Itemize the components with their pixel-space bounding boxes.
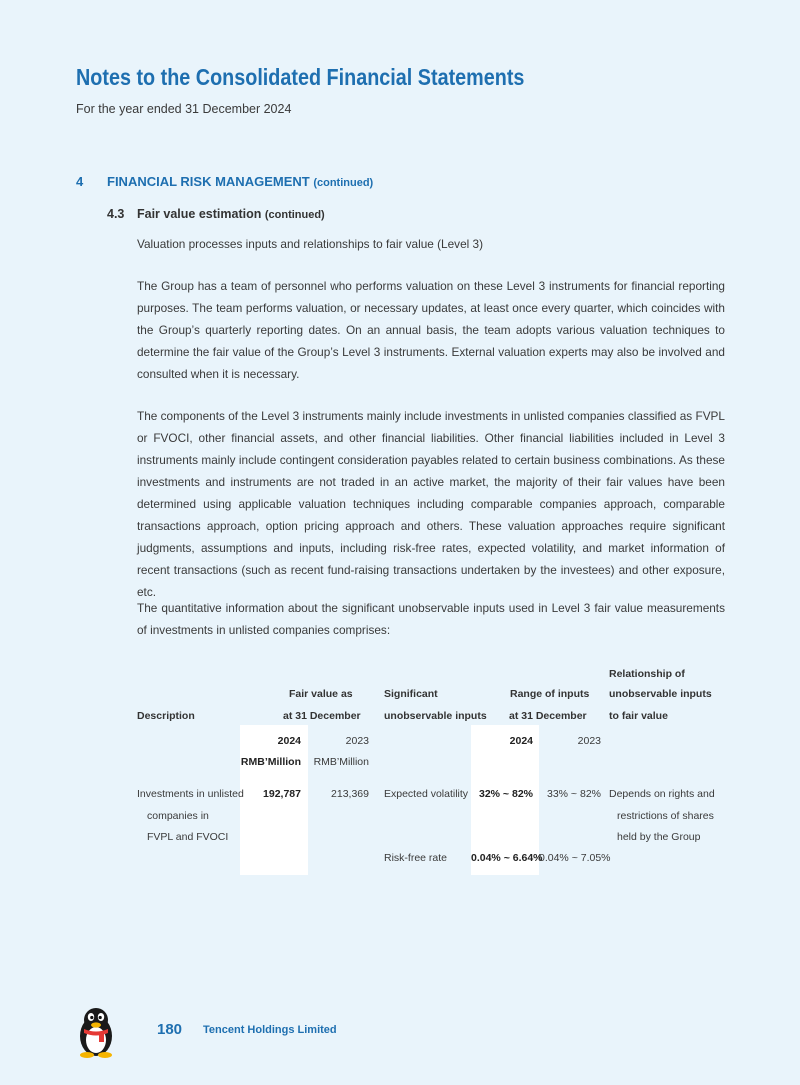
year-fv-2023: 2023	[345, 735, 369, 747]
page-title: Notes to the Consolidated Financial Statements	[76, 64, 525, 90]
subsection-number: 4.3	[107, 207, 125, 221]
cell-range-2024-risk-free: 0.04% ~ 6.64%	[471, 852, 543, 864]
header-significant-2: unobservable inputs	[384, 710, 487, 722]
cell-fv-2023: 213,369	[331, 788, 369, 800]
company-name: Tencent Holdings Limited	[203, 1024, 337, 1036]
header-significant-1: Significant	[384, 688, 438, 700]
page-subtitle: For the year ended 31 December 2024	[76, 102, 292, 116]
header-relationship-3: to fair value	[609, 710, 668, 722]
subsection-title	[137, 207, 325, 221]
header-fair-value-2: at 31 December	[283, 710, 361, 722]
header-fair-value-1: Fair value as	[289, 688, 353, 700]
cell-range-2023-risk-free: 0.04% ~ 7.05%	[539, 852, 611, 864]
row-description-2: companies in	[147, 810, 209, 822]
cell-relationship-3: held by the Group	[617, 831, 701, 843]
row-description-1: Investments in unlisted	[137, 788, 244, 800]
header-range-2: at 31 December	[509, 710, 587, 722]
penguin-icon	[74, 1006, 118, 1058]
paragraph: The components of the Level 3 instruments mainly include investments in unlisted companies classified as FVPL or FVOCI, other financial assets, and other financial liabilities. Other financial liabilities included in Level 3 instruments mainly include contingent consideration payables related to certain business combinations. As these investments and instruments are not traded in an active market, the majority of their fair values have been determined using applicable valuation techniques including comparable companies approach, comparable transactions approach, option pricing approach and others. These valuation approaches require significant judgments, assumptions and inputs, including risk-free rates, expected volatility, and market information of recent transactions (such as recent fund-raising transactions undertaken by the investees) and other exposure, etc.	[137, 409, 725, 599]
header-relationship-2: unobservable inputs	[609, 688, 712, 700]
year-range-2023: 2023	[577, 735, 601, 747]
year-range-2024: 2024	[509, 735, 533, 747]
unit-fv-2024: RMB’Million	[240, 756, 301, 768]
paragraph: Valuation processes inputs and relationships to fair value (Level 3)	[137, 237, 484, 251]
cell-fv-2024: 192,787	[263, 788, 301, 800]
subsection-continued: (continued)	[264, 209, 325, 221]
cell-range-2024-volatility: 32% ~ 82%	[479, 788, 533, 800]
section-continued: (continued)	[313, 177, 374, 189]
cell-range-2023-volatility: 33% ~ 82%	[547, 788, 601, 800]
cell-relationship-1: Depends on rights and	[609, 788, 715, 800]
section-number: 4	[76, 174, 84, 189]
header-range-1: Range of inputs	[510, 688, 590, 700]
paragraph: The quantitative information about the significant unobservable inputs used in Level 3 fair value measurements of investments in unlisted companies comprises:	[137, 601, 725, 637]
section-title-text: FINANCIAL RISK MANAGEMENT	[107, 174, 310, 189]
page-number: 180	[157, 1021, 183, 1038]
fair-value-table	[137, 660, 727, 875]
cell-input-risk-free: Risk-free rate	[384, 852, 448, 864]
cell-input-volatility: Expected volatility	[384, 788, 469, 800]
row-description-3: FVPL and FVOCI	[147, 831, 229, 843]
subsection-title-text: Fair value estimation	[137, 207, 262, 221]
year-fv-2024: 2024	[277, 735, 301, 747]
cell-relationship-2: restrictions of shares	[617, 810, 714, 822]
paragraph: The Group has a team of personnel who performs valuation on these Level 3 instruments for financial reporting purposes. The team performs valuation, or necessary updates, at least once every quarter, which coincides with the Group’s quarterly reporting dates. On an annual basis, the team adopts various valuation techniques to determine the fair value of the Group’s Level 3 instruments. External valuation experts may also be involved and consulted when it is necessary.	[137, 279, 725, 381]
header-relationship-1: Relationship of	[609, 668, 685, 680]
unit-fv-2023: RMB’Million	[313, 756, 369, 768]
header-description: Description	[137, 710, 195, 722]
section-title	[107, 174, 373, 189]
